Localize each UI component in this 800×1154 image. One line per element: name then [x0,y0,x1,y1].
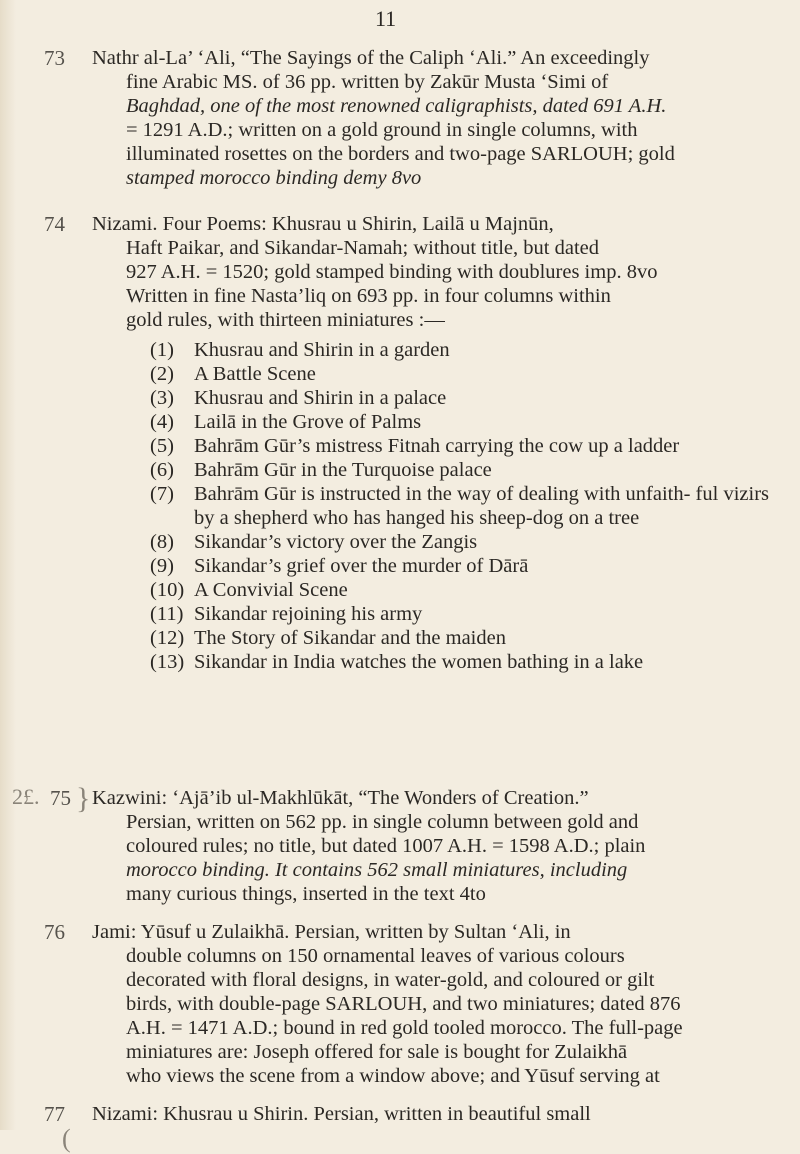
item-text: Khusrau and Shirin in a palace [194,387,447,409]
list-item [150,602,770,626]
list-item [150,434,770,458]
entry-line: Nizami: Khusrau u Shirin. Persian, written in beautiful small [92,1103,591,1125]
item-text: Sikandar in India watches the women bathing in a lake [194,651,644,673]
entry-line: Haft Paikar, and Sikandar-Namah; without title, but dated [126,237,599,259]
entry-line: birds, with double-page SARLOUH, and two miniatures; dated 876 [126,993,681,1015]
item-text: The Story of Sikandar and the maiden [194,627,506,649]
entry-line: miniatures are: Joseph offered for sale is bought for Zulaikhā [126,1041,628,1063]
item-number: (12) [150,627,185,649]
entry-line: double columns on 150 ornamental leaves of various colours [126,945,625,967]
item-number: (7) [150,483,174,505]
item-number: (3) [150,387,174,409]
list-item [150,410,770,434]
entry-line: = 1291 A.D.; written on a gold ground in single columns, with [126,119,638,141]
entry-description [92,1102,750,1126]
item-number: (1) [150,339,174,361]
item-text: Khusrau and Shirin in a garden [194,339,450,361]
item-number: (11) [150,603,184,625]
list-item [150,554,770,578]
handwritten-margin-note: 2£. [12,784,40,809]
miniatures-list [150,338,770,674]
item-number: (6) [150,459,174,481]
entry-line: Persian, written on 562 pp. in single column between gold and [126,811,639,833]
entry-line: stamped morocco binding demy 8vo [126,167,422,189]
page-edge-shadow [0,0,16,1130]
item-number: (13) [150,651,185,673]
entry-line: decorated with floral designs, in water-gold, and coloured or gilt [126,969,655,991]
item-number: (10) [150,579,185,601]
entry-line: 927 A.H. = 1520; gold stamped binding with doublures imp. 8vo [126,261,658,283]
entry-line: morocco binding. It contains 562 small miniatures, including [126,859,628,881]
list-item [150,338,770,362]
entry-line: Nathr al-La’ ‘Ali, “The Sayings of the Caliph ‘Ali.” An exceedingly [92,47,650,69]
item-number: (2) [150,363,174,385]
entry-description [92,786,750,906]
list-item [150,458,770,482]
item-number: (9) [150,555,174,577]
entry-line: Jami: Yūsuf u Zulaikhā. Persian, written by Sultan ‘Ali, in [92,921,571,943]
margin-bracket-mark: } [76,782,91,815]
entry-line: illuminated rosettes on the borders and two-page SARLOUH; gold [126,143,675,165]
entry-number: 73 [44,46,65,70]
entry-line: Baghdad, one of the most renowned caligraphists, dated 691 A.H. [126,95,667,117]
list-item [150,386,770,410]
entry-line: many curious things, inserted in the text 4to [126,883,486,905]
entry-description [92,920,750,1088]
list-item [150,626,770,650]
item-text: A Battle Scene [194,363,316,385]
item-text: Sikandar’s grief over the murder of Dārā [194,555,529,577]
entry-line: gold rules, with thirteen miniatures :— [126,309,445,331]
entry-description [92,212,750,332]
entry-number: 77 [44,1102,65,1126]
entry-line: fine Arabic MS. of 36 pp. written by Zakūr Musta ‘Simi of [126,71,609,93]
entry-line: who views the scene from a window above; and Yūsuf serving at [126,1065,660,1087]
list-item [150,578,770,602]
entry-line: A.H. = 1471 A.D.; bound in red gold tooled morocco. The full-page [126,1017,683,1039]
entry-line: Nizami. Four Poems: Khusrau u Shirin, Lailā u Majnūn, [92,213,554,235]
item-text: Sikandar rejoining his army [194,603,423,625]
entry-number: 76 [44,920,65,944]
entry-line: Written in fine Nasta’liq on 693 pp. in four columns within [126,285,611,307]
page-number: 11 [375,6,397,31]
entry-line: coloured rules; no title, but dated 1007 A.H. = 1598 A.D.; plain [126,835,646,857]
entry-line: Kazwini: ‘Ajā’ib ul-Makhlūkāt, “The Wonders of Creation.” [92,787,589,809]
item-number: (5) [150,435,174,457]
entry-number: 75 [50,786,71,810]
item-text: Bahrām Gūr’s mistress Fitnah carrying the cow up a ladder [194,435,680,457]
item-text: Bahrām Gūr in the Turquoise palace [194,459,492,481]
entry-number: 74 [44,212,65,236]
item-number: (4) [150,411,174,433]
item-text: A Convivial Scene [194,579,348,601]
list-item [150,530,770,554]
item-text: Sikandar’s victory over the Zangis [194,531,478,553]
list-item [150,482,770,530]
item-text: Lailā in the Grove of Palms [194,411,422,433]
entry-description [92,46,750,190]
item-text: Bahrām Gūr is instructed in the way of dealing with unfaith- ful vizirs by a shepherd who has hanged his sheep-dog on a tree [194,483,770,529]
list-item [150,650,770,674]
list-item [150,362,770,386]
margin-bracket-mark: ( [62,1124,71,1153]
item-number: (8) [150,531,174,553]
